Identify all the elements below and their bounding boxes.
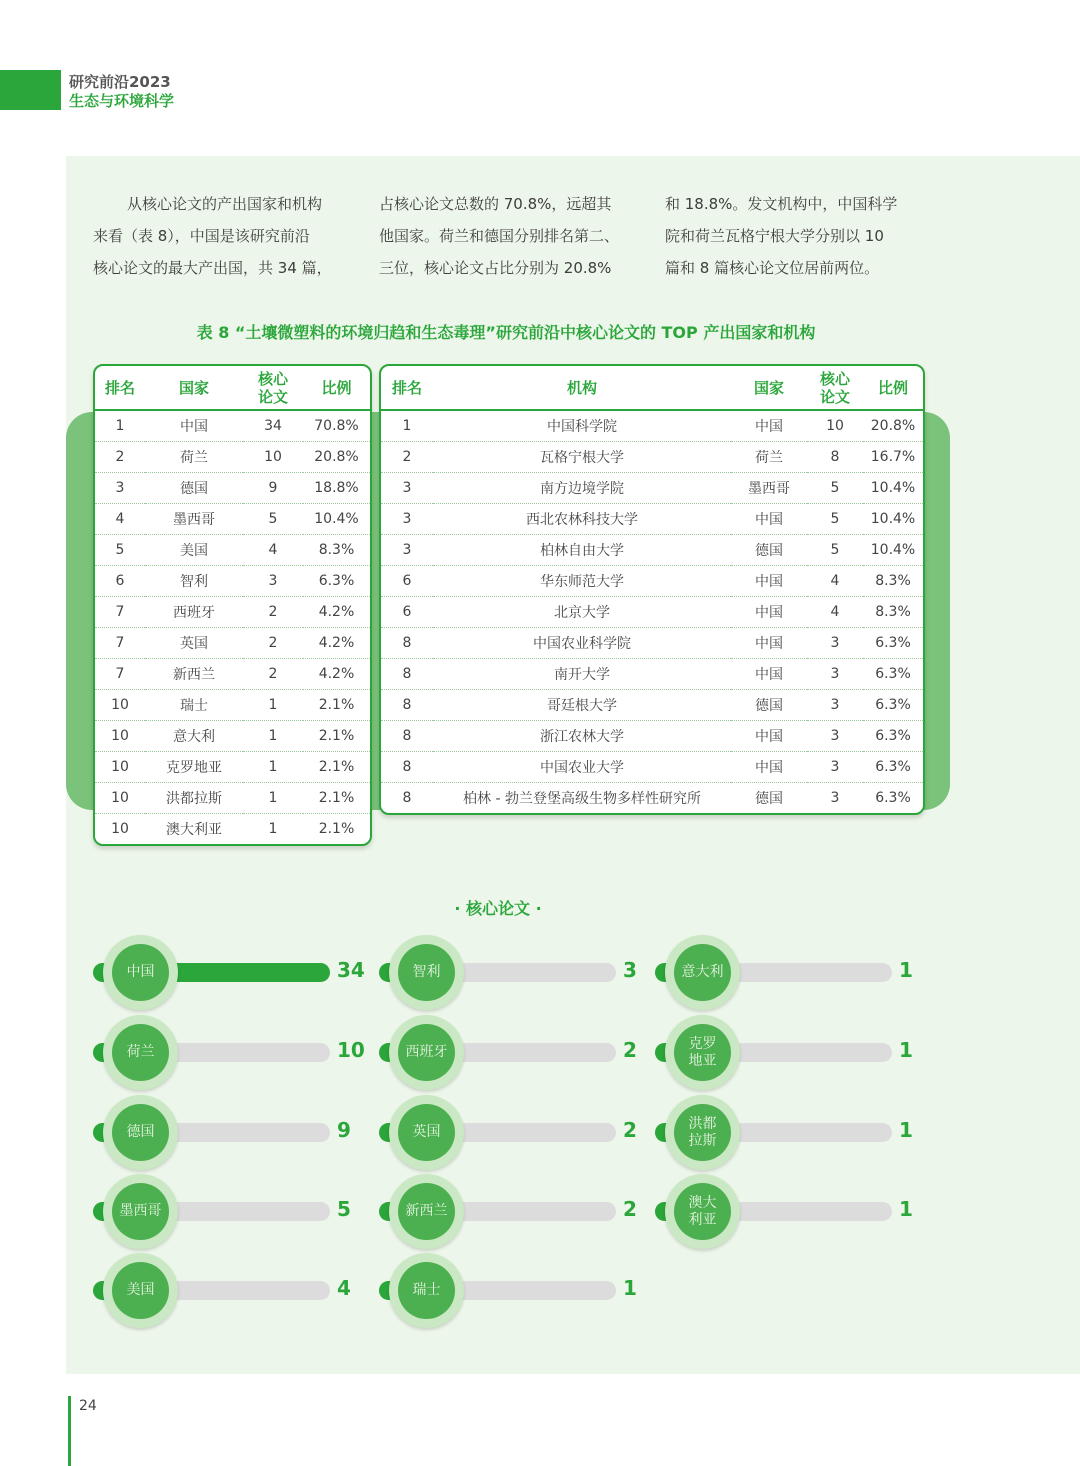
cell-share: 6.3% xyxy=(863,720,923,751)
cell-papers: 3 xyxy=(807,720,863,751)
cell-share: 4.2% xyxy=(303,658,370,689)
bar-value-label: 1 xyxy=(899,1197,913,1221)
cell-papers: 3 xyxy=(830,789,840,806)
table-row xyxy=(95,751,370,782)
bar-value-label: 1 xyxy=(899,1038,913,1062)
cell-rank: 10 xyxy=(95,782,145,813)
bar-label-circle xyxy=(389,1253,464,1328)
cell-country: 中国 xyxy=(731,658,807,689)
bar-label-circle xyxy=(665,1015,740,1090)
page-number-rule xyxy=(68,1396,71,1466)
cell-papers: 1 xyxy=(268,820,278,837)
bar-label: 德国 xyxy=(112,1104,169,1161)
cell-share: 2.1% xyxy=(303,751,370,782)
cell-share: 10.4% xyxy=(863,503,923,534)
running-header-subtitle: 生态与环境科学 xyxy=(69,92,175,110)
column-header-share: 比例 xyxy=(863,366,923,410)
cell-country: 洪都拉斯 xyxy=(145,782,243,813)
bar-label-circle xyxy=(103,1015,178,1090)
cell-share: 2.1% xyxy=(303,720,370,751)
cell-rank: 8 xyxy=(381,720,433,751)
countries-table xyxy=(93,364,372,846)
bar-value-label: 1 xyxy=(899,1118,913,1142)
cell-country: 中国 xyxy=(731,720,807,751)
cell-share: 2.1% xyxy=(318,820,355,837)
bar-label-circle xyxy=(103,935,178,1010)
cell-share: 10.4% xyxy=(863,472,923,503)
table-row xyxy=(95,503,370,534)
cell-institution: 柏林自由大学 xyxy=(433,534,731,565)
cell-share: 6.3% xyxy=(863,627,923,658)
cell-country: 中国 xyxy=(731,410,807,441)
table-row xyxy=(381,534,923,565)
bar-value-label: 3 xyxy=(623,958,637,982)
header-line: 核心 xyxy=(257,369,288,388)
table-row xyxy=(381,689,923,720)
cell-papers: 34 xyxy=(243,410,303,441)
table-row xyxy=(381,596,923,627)
cell-share: 8.3% xyxy=(863,596,923,627)
intro-line: 三位，核心论文占比分别为 20.8% xyxy=(379,259,612,277)
cell-institution: 浙江农林大学 xyxy=(433,720,731,751)
header-accent-bar xyxy=(0,70,61,110)
bar-value-label: 9 xyxy=(337,1118,351,1142)
bar-label-circle xyxy=(389,935,464,1010)
cell-share: 6.3% xyxy=(863,689,923,720)
column-header-rank: 排名 xyxy=(381,366,433,410)
intro-column-1 xyxy=(93,188,358,284)
bar-label: 美国 xyxy=(112,1262,169,1319)
cell-rank: 1 xyxy=(381,410,433,441)
cell-rank: 2 xyxy=(381,441,433,472)
bar-item xyxy=(379,1015,659,1095)
cell-rank: 7 xyxy=(95,596,145,627)
table-row xyxy=(95,720,370,751)
bar-label: 西班牙 xyxy=(398,1024,455,1081)
bar-label: 中国 xyxy=(112,944,169,1001)
cell-institution: 瓦格宁根大学 xyxy=(433,441,731,472)
table-row xyxy=(95,689,370,720)
cell-institution: 北京大学 xyxy=(433,596,731,627)
cell-rank: 3 xyxy=(381,534,433,565)
cell-rank: 8 xyxy=(381,658,433,689)
cell-country: 智利 xyxy=(145,565,243,596)
column-header-country: 国家 xyxy=(731,366,807,410)
cell-institution: 南方边境学院 xyxy=(433,472,731,503)
cell-share: 18.8% xyxy=(303,472,370,503)
bar-item xyxy=(379,1253,659,1333)
cell-rank: 10 xyxy=(111,820,129,837)
table-row xyxy=(95,534,370,565)
cell-rank: 10 xyxy=(95,720,145,751)
cell-papers: 1 xyxy=(243,720,303,751)
cell-institution: 中国农业大学 xyxy=(433,751,731,782)
bar-value-label: 5 xyxy=(337,1197,351,1221)
table-row xyxy=(95,472,370,503)
cell-rank: 3 xyxy=(381,503,433,534)
intro-column-3 xyxy=(665,188,930,284)
cell-institution: 哥廷根大学 xyxy=(433,689,731,720)
bar-label: 新西兰 xyxy=(398,1183,455,1240)
cell-institution: 中国科学院 xyxy=(433,410,731,441)
table-row xyxy=(381,410,923,441)
bar-item xyxy=(655,1174,935,1254)
institutions-table xyxy=(379,364,925,815)
cell-papers: 4 xyxy=(807,565,863,596)
cell-rank: 4 xyxy=(95,503,145,534)
intro-line: 核心论文的最大产出国，共 34 篇， xyxy=(93,259,332,277)
table-row xyxy=(381,441,923,472)
table-row xyxy=(95,627,370,658)
cell-share: 2.1% xyxy=(303,689,370,720)
cell-country: 中国 xyxy=(731,596,807,627)
cell-institution: 柏林 - 勃兰登堡高级生物多样性研究所 xyxy=(463,790,701,807)
bar-item xyxy=(379,1095,659,1175)
cell-rank: 8 xyxy=(381,627,433,658)
bar-item xyxy=(93,1015,373,1095)
cell-country: 德国 xyxy=(731,534,807,565)
cell-country: 德国 xyxy=(731,689,807,720)
cell-share: 4.2% xyxy=(303,627,370,658)
cell-rank: 10 xyxy=(95,689,145,720)
cell-papers: 3 xyxy=(243,565,303,596)
cell-institution: 西北农林科技大学 xyxy=(433,503,731,534)
table-row xyxy=(95,441,370,472)
bar-item xyxy=(93,935,373,1015)
cell-country: 中国 xyxy=(731,565,807,596)
bar-item xyxy=(655,1095,935,1175)
intro-line: 他国家。荷兰和德国分别排名第二、 xyxy=(379,227,620,245)
cell-rank: 3 xyxy=(381,472,433,503)
bar-value-label: 1 xyxy=(899,958,913,982)
header-line: 论文 xyxy=(819,387,850,406)
cell-country: 荷兰 xyxy=(145,441,243,472)
cell-country: 克罗地亚 xyxy=(145,751,243,782)
cell-share: 16.7% xyxy=(863,441,923,472)
cell-rank: 1 xyxy=(95,410,145,441)
column-header-country: 国家 xyxy=(145,366,243,410)
table-row xyxy=(381,720,923,751)
bar-label-circle xyxy=(103,1174,178,1249)
bar-item xyxy=(93,1253,373,1333)
cell-share: 6.3% xyxy=(863,658,923,689)
running-header-title: 研究前沿2023 xyxy=(69,73,171,91)
cell-country: 中国 xyxy=(731,503,807,534)
cell-share: 10.4% xyxy=(303,503,370,534)
intro-line: 和 18.8%。发文机构中，中国科学 xyxy=(665,195,898,213)
bar-item xyxy=(379,1174,659,1254)
bar-label-circle xyxy=(389,1015,464,1090)
cell-share: 2.1% xyxy=(303,782,370,813)
table-row xyxy=(95,658,370,689)
bar-value-label: 2 xyxy=(623,1197,637,1221)
cell-papers: 8 xyxy=(807,441,863,472)
cell-institution: 南开大学 xyxy=(433,658,731,689)
cell-papers: 4 xyxy=(243,534,303,565)
institutions-table-body xyxy=(381,410,923,813)
column-header-share: 比例 xyxy=(303,366,370,410)
column-header-rank: 排名 xyxy=(95,366,145,410)
bar-label-circle xyxy=(103,1095,178,1170)
cell-papers: 1 xyxy=(243,751,303,782)
bar-label-circle xyxy=(665,935,740,1010)
chart-section-label: · 核心论文 · xyxy=(454,899,542,918)
cell-country: 中国 xyxy=(145,410,243,441)
cell-rank: 8 xyxy=(381,751,433,782)
cell-rank: 5 xyxy=(95,534,145,565)
cell-papers: 3 xyxy=(807,658,863,689)
column-header-institution: 机构 xyxy=(433,366,731,410)
cell-papers: 2 xyxy=(243,658,303,689)
table-title: 表 8 “土壤微塑料的环境归趋和生态毒理”研究前沿中核心论文的 TOP 产出国家和机构 xyxy=(196,323,816,342)
bar-label: 英国 xyxy=(398,1104,455,1161)
cell-country: 新西兰 xyxy=(145,658,243,689)
bar-label-circle xyxy=(665,1095,740,1170)
cell-papers: 2 xyxy=(243,627,303,658)
intro-line: 篇和 8 篇核心论文位居前两位。 xyxy=(665,259,880,277)
cell-share: 20.8% xyxy=(303,441,370,472)
cell-country: 瑞士 xyxy=(145,689,243,720)
table-row xyxy=(381,627,923,658)
bar-label: 瑞士 xyxy=(398,1262,455,1319)
bar-item xyxy=(655,1015,935,1095)
page-number: 24 xyxy=(79,1398,97,1414)
bar-value-label: 1 xyxy=(623,1276,637,1300)
cell-papers: 4 xyxy=(807,596,863,627)
cell-rank: 8 xyxy=(402,789,412,806)
cell-rank: 6 xyxy=(95,565,145,596)
bar-item xyxy=(93,1095,373,1175)
cell-share: 8.3% xyxy=(863,565,923,596)
cell-share: 6.3% xyxy=(303,565,370,596)
bar-value-label: 34 xyxy=(337,958,365,982)
cell-country: 德国 xyxy=(755,790,783,807)
bar-label-circle xyxy=(665,1174,740,1249)
intro-line: 占核心论文总数的 70.8%，远超其 xyxy=(379,195,612,213)
cell-share: 20.8% xyxy=(863,410,923,441)
table-row xyxy=(381,565,923,596)
cell-country: 荷兰 xyxy=(731,441,807,472)
cell-papers: 3 xyxy=(807,689,863,720)
cell-papers: 1 xyxy=(243,689,303,720)
cell-institution: 中国农业科学院 xyxy=(433,627,731,658)
intro-line: 来看（表 8），中国是该研究前沿 xyxy=(93,227,310,245)
cell-share: 6.3% xyxy=(863,751,923,782)
bar-item xyxy=(93,1174,373,1254)
intro-line: 院和荷兰瓦格宁根大学分别以 10 xyxy=(665,227,884,245)
cell-institution: 华东师范大学 xyxy=(433,565,731,596)
cell-share: 4.2% xyxy=(303,596,370,627)
bar-label: 意大利 xyxy=(674,944,731,1001)
cell-papers: 5 xyxy=(807,472,863,503)
intro-line: 从核心论文的产出国家和机构 xyxy=(127,195,323,213)
cell-papers: 1 xyxy=(243,782,303,813)
table-row xyxy=(95,565,370,596)
cell-country: 中国 xyxy=(731,751,807,782)
cell-papers: 3 xyxy=(807,751,863,782)
bar-value-label: 10 xyxy=(337,1038,365,1062)
cell-rank: 2 xyxy=(95,441,145,472)
table-row xyxy=(381,751,923,782)
cell-country: 墨西哥 xyxy=(731,472,807,503)
bar-label: 洪都 拉斯 xyxy=(674,1104,731,1161)
cell-papers: 5 xyxy=(807,534,863,565)
cell-papers: 9 xyxy=(243,472,303,503)
bar-item xyxy=(379,935,659,1015)
cell-country: 美国 xyxy=(145,534,243,565)
cell-papers: 10 xyxy=(807,410,863,441)
table-row xyxy=(95,596,370,627)
cell-country: 德国 xyxy=(145,472,243,503)
cell-papers: 5 xyxy=(807,503,863,534)
cell-papers: 10 xyxy=(243,441,303,472)
cell-rank: 6 xyxy=(381,565,433,596)
cell-papers: 5 xyxy=(243,503,303,534)
intro-column-2 xyxy=(379,188,644,284)
bar-label: 智利 xyxy=(398,944,455,1001)
header-line: 论文 xyxy=(257,387,288,406)
cell-rank: 6 xyxy=(381,596,433,627)
bar-item xyxy=(655,935,935,1015)
cell-papers: 3 xyxy=(807,627,863,658)
table-row xyxy=(95,410,370,441)
bar-label: 墨西哥 xyxy=(112,1183,169,1240)
bar-value-label: 4 xyxy=(337,1276,351,1300)
cell-share: 8.3% xyxy=(303,534,370,565)
bar-label: 荷兰 xyxy=(112,1024,169,1081)
table-row xyxy=(381,782,923,813)
bar-value-label: 2 xyxy=(623,1118,637,1142)
bar-value-label: 2 xyxy=(623,1038,637,1062)
cell-rank: 7 xyxy=(95,627,145,658)
cell-share: 10.4% xyxy=(863,534,923,565)
cell-rank: 3 xyxy=(95,472,145,503)
bar-label-circle xyxy=(389,1174,464,1249)
cell-papers: 2 xyxy=(243,596,303,627)
column-header-papers xyxy=(243,366,303,410)
table-row xyxy=(381,472,923,503)
cell-rank: 10 xyxy=(95,751,145,782)
table-row xyxy=(95,813,370,844)
cell-country: 澳大利亚 xyxy=(166,821,222,838)
table-row xyxy=(381,658,923,689)
cell-share: 70.8% xyxy=(303,410,370,441)
cell-country: 西班牙 xyxy=(145,596,243,627)
countries-table-body xyxy=(95,410,370,844)
cell-country: 中国 xyxy=(731,627,807,658)
bar-label-circle xyxy=(103,1253,178,1328)
table-row xyxy=(95,782,370,813)
cell-country: 意大利 xyxy=(145,720,243,751)
table-row xyxy=(381,503,923,534)
cell-rank: 8 xyxy=(381,689,433,720)
bar-label-circle xyxy=(389,1095,464,1170)
header-line: 核心 xyxy=(819,369,850,388)
cell-rank: 7 xyxy=(95,658,145,689)
column-header-papers xyxy=(807,366,863,410)
cell-share: 6.3% xyxy=(875,789,911,806)
cell-country: 墨西哥 xyxy=(145,503,243,534)
bar-label: 澳大 利亚 xyxy=(674,1183,731,1240)
cell-country: 英国 xyxy=(145,627,243,658)
bar-label: 克罗 地亚 xyxy=(674,1024,731,1081)
